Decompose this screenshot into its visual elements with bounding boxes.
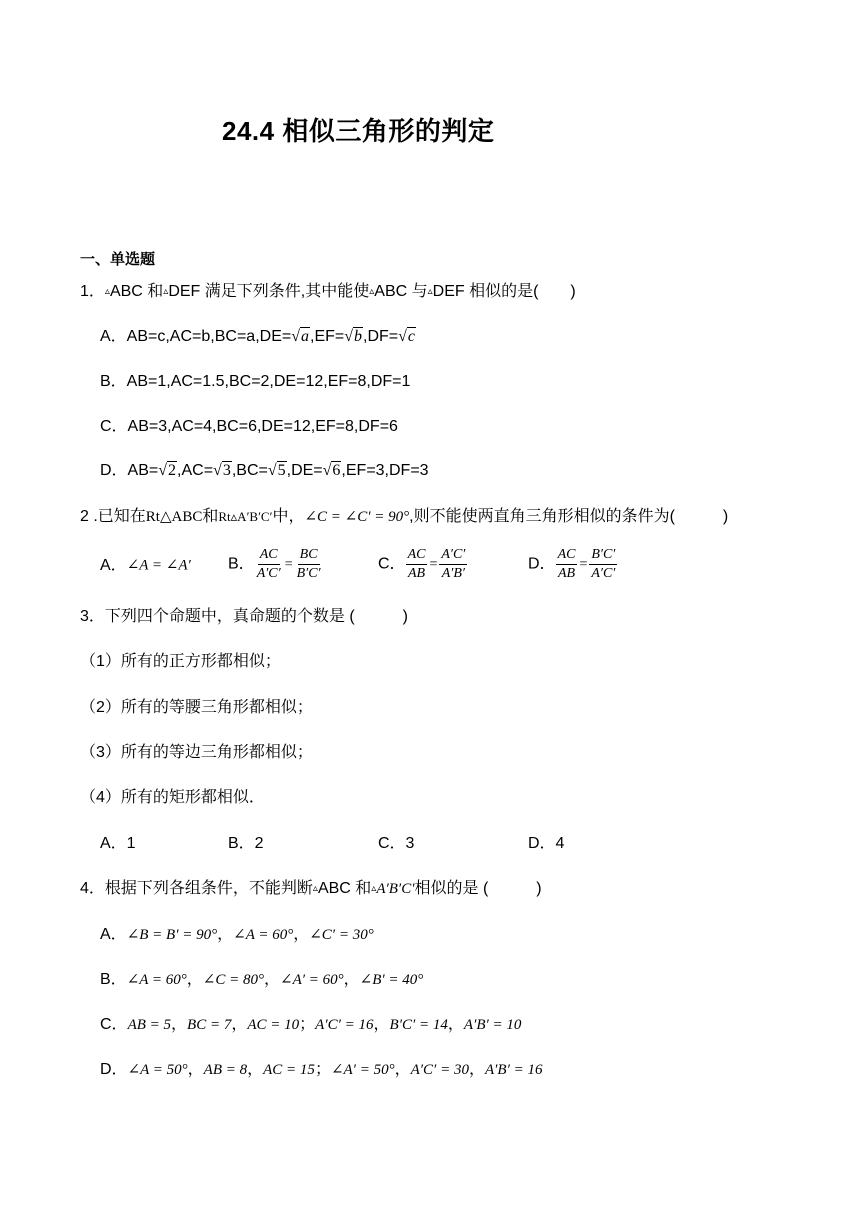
fraction: $\frac{AC}{A'C'}$ bbox=[256, 547, 281, 582]
q3-option-d: D．4 bbox=[528, 835, 565, 852]
q2-option-b: B． $\frac{AC}{A'C'}$ = $\frac{BC}{B'C'}$ bbox=[228, 547, 321, 582]
q4-option-c: C．AB = 5，BC = 7，AC = 10；A′C′ = 16，B′C′ = 14，A′B′ = 10 bbox=[100, 1016, 522, 1033]
math-triangle: Rt△ABC bbox=[145, 509, 203, 525]
triangle-icon: ▵ bbox=[369, 286, 375, 297]
page-title: 24.4 相似三角形的判定 bbox=[222, 116, 495, 146]
q1-option-a: A．AB=c,AC=b,BC=a,DE=√a,EF=√b,DF=√c bbox=[100, 328, 416, 345]
q4-option-a: A．∠B = B′ = 90°，∠A = 60°，∠C′ = 30° bbox=[100, 926, 374, 943]
triangle-icon: ▵ bbox=[427, 286, 433, 297]
sqrt-expression: √2 bbox=[158, 462, 177, 479]
sqrt-expression: √3 bbox=[213, 462, 231, 479]
q4-option-d: D．∠A = 50°，AB = 8，AC = 15；∠A′ = 50°，A′C′ = 30，A′B′ = 16 bbox=[100, 1061, 543, 1078]
sqrt-expression: √a bbox=[291, 328, 309, 345]
fraction: $\frac{BC}{B'C'}$ bbox=[296, 547, 321, 582]
q2-option-a: A．∠A = ∠A′ bbox=[100, 557, 191, 574]
math-angle: ∠C = ∠C′ = 90° bbox=[304, 509, 410, 525]
triangle-icon: ▵ bbox=[104, 286, 110, 297]
fraction: $\frac{AC}{AB}$ bbox=[407, 547, 426, 582]
q4-option-b: B．∠A = 60°，∠C = 80°，∠A′ = 60°，∠B′ = 40° bbox=[100, 971, 424, 988]
question-3-stem: 3．下列四个命题中，真命题的个数是 ( ) bbox=[80, 608, 409, 625]
q2-option-c: C． $\frac{AC}{AB}$ = $\frac{A'C'}{A'B'}$ bbox=[378, 547, 466, 582]
sqrt-expression: √6 bbox=[322, 462, 341, 479]
sqrt-expression: √b bbox=[344, 328, 363, 345]
question-1-stem: 1．▵ABC 和▵DEF 满足下列条件,其中能使▵ABC 与▵DEF 相似的是( ) bbox=[80, 283, 576, 300]
q2-option-d: D． $\frac{AC}{AB}$ = $\frac{B'C'}{A'C'}$ bbox=[528, 547, 616, 582]
q3-statement-1: （1）所有的正方形都相似； bbox=[80, 653, 281, 670]
triangle-icon: ▵ bbox=[371, 883, 377, 894]
fraction: $\frac{B'C'}{A'C'}$ bbox=[591, 547, 616, 582]
q1-option-c: C．AB=3,AC=4,BC=6,DE=12,EF=8,DF=6 bbox=[100, 418, 398, 435]
sqrt-expression: √c bbox=[398, 328, 416, 345]
q1-option-b: B．AB=1,AC=1.5,BC=2,DE=12,EF=8,DF=1 bbox=[100, 373, 411, 390]
q3-option-c: C．3 bbox=[378, 835, 415, 852]
triangle-icon: ▵ bbox=[163, 286, 169, 297]
fraction: $\frac{AC}{AB}$ bbox=[557, 547, 576, 582]
fraction: $\frac{A'C'}{A'B'}$ bbox=[441, 547, 466, 582]
q3-option-b: B．2 bbox=[228, 835, 264, 852]
question-2-stem: 2 .已知在Rt△ABC和Rt▵A′B′C′中，∠C = ∠C′ = 90°,则不能使两直角三角形相似的条件为( ) bbox=[80, 508, 729, 525]
q3-statement-3: （3）所有的等边三角形都相似； bbox=[80, 744, 313, 761]
q3-statement-4: （4）所有的矩形都相似． bbox=[80, 789, 265, 806]
q3-option-a: A．1 bbox=[100, 835, 136, 852]
q3-statement-2: （2）所有的等腰三角形都相似； bbox=[80, 699, 313, 716]
math-triangle: Rt▵A′B′C′ bbox=[218, 509, 273, 524]
section-heading: 一、单选题 bbox=[80, 251, 156, 268]
sqrt-expression: √5 bbox=[267, 462, 286, 479]
q1-option-d: D．AB=√2,AC=√3,BC=√5,DE=√6,EF=3,DF=3 bbox=[100, 462, 429, 479]
triangle-icon: ▵ bbox=[312, 883, 318, 894]
question-4-stem: 4．根据下列各组条件，不能判断▵ABC 和▵A′B′C′相似的是 ( ) bbox=[80, 880, 542, 897]
